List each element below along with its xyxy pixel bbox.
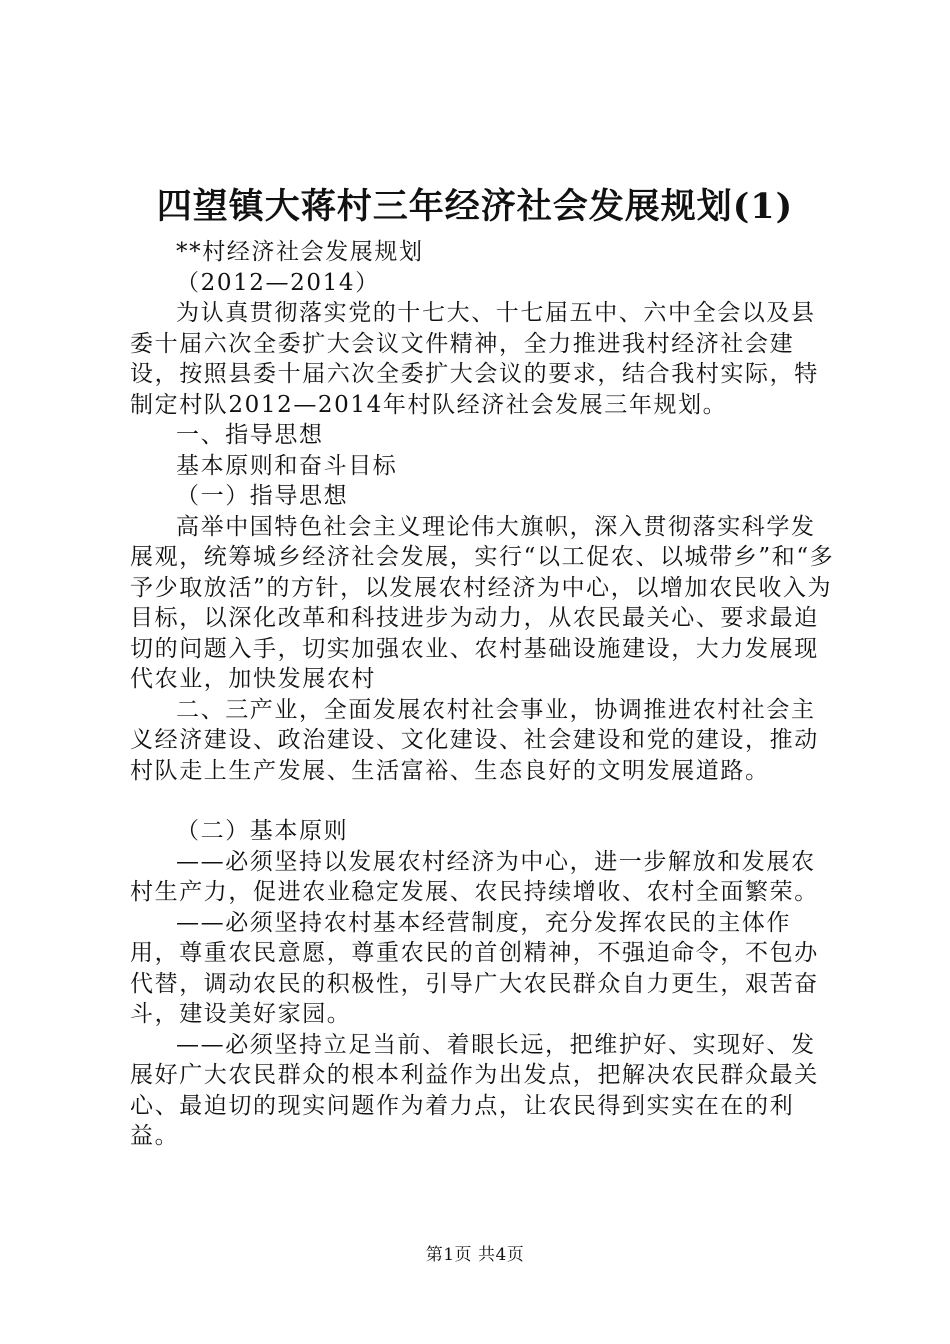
paragraph-intro: 为认真贯彻落实党的十七大、十七届五中、六中全会以及县委十届六次全委扩大会议文件精神，全力推进我村经济社会建设，按照县委十届六次全委扩大会议的要求，结合我村实际，特制定村队2012—2014年村队经济社会发展三年规划。: [130, 300, 819, 418]
document-body: [130, 237, 840, 1152]
paragraph-guiding-thought: 高举中国特色社会主义理论伟大旗帜，深入贯彻落实科学发展观，统筹城乡经济社会发展，实行“以工促农、以城带乡”和“多予少取放活”的方针，以发展农村经济为中心，以增加农民收入为目标，以深化改革和科技进步为动力，从农民最关心、要求最迫切的问题入手，切实加强农业、农村基础设施建设，大力发展现代农业，加快发展农村: [130, 513, 835, 692]
page-number-footer: 第1页 共4页: [425, 1245, 525, 1265]
heading-section-1: （一）指导思想: [176, 483, 349, 509]
heading-section-2: （二）基本原则: [176, 818, 349, 844]
heading-guiding-thought: 一、指导思想: [176, 422, 324, 448]
paragraph-period: （2012—2014）: [176, 269, 380, 296]
paragraph-industry: 二、三产业，全面发展农村社会事业，协调推进农村社会主义经济建设、政治建设、文化建设、社会建设和党的建设，推动村队走上生产发展、生活富裕、生态良好的文明发展道路。: [130, 696, 819, 784]
heading-principles-goals: 基本原则和奋斗目标: [176, 452, 398, 479]
document-title: 四望镇大蒋村三年经济社会发展规划(1): [156, 186, 794, 227]
paragraph-principle-2: ——必须坚持农村基本经营制度，充分发挥农民的主体作用，尊重农民意愿，尊重农民的首创精神，不强迫命令，不包办代替，调动农民的积极性，引导广大农民群众自力更生，艰苦奋斗，建设美好家园。: [130, 909, 819, 1027]
paragraph-principle-3: ——必须坚持立足当前、着眼长远，把维护好、实现好、发展好广大农民群众的根本利益作为出发点，把解决农民群众最关心、最迫切的现实问题作为着力点，让农民得到实实在在的利益。: [130, 1031, 819, 1149]
paragraph-principle-1: ——必须坚持以发展农村经济为中心，进一步解放和发展农村生产力，促进农业稳定发展、农民持续增收、农村全面繁荣。: [130, 848, 819, 905]
paragraph-subtitle: **村经济社会发展规划: [176, 239, 424, 265]
